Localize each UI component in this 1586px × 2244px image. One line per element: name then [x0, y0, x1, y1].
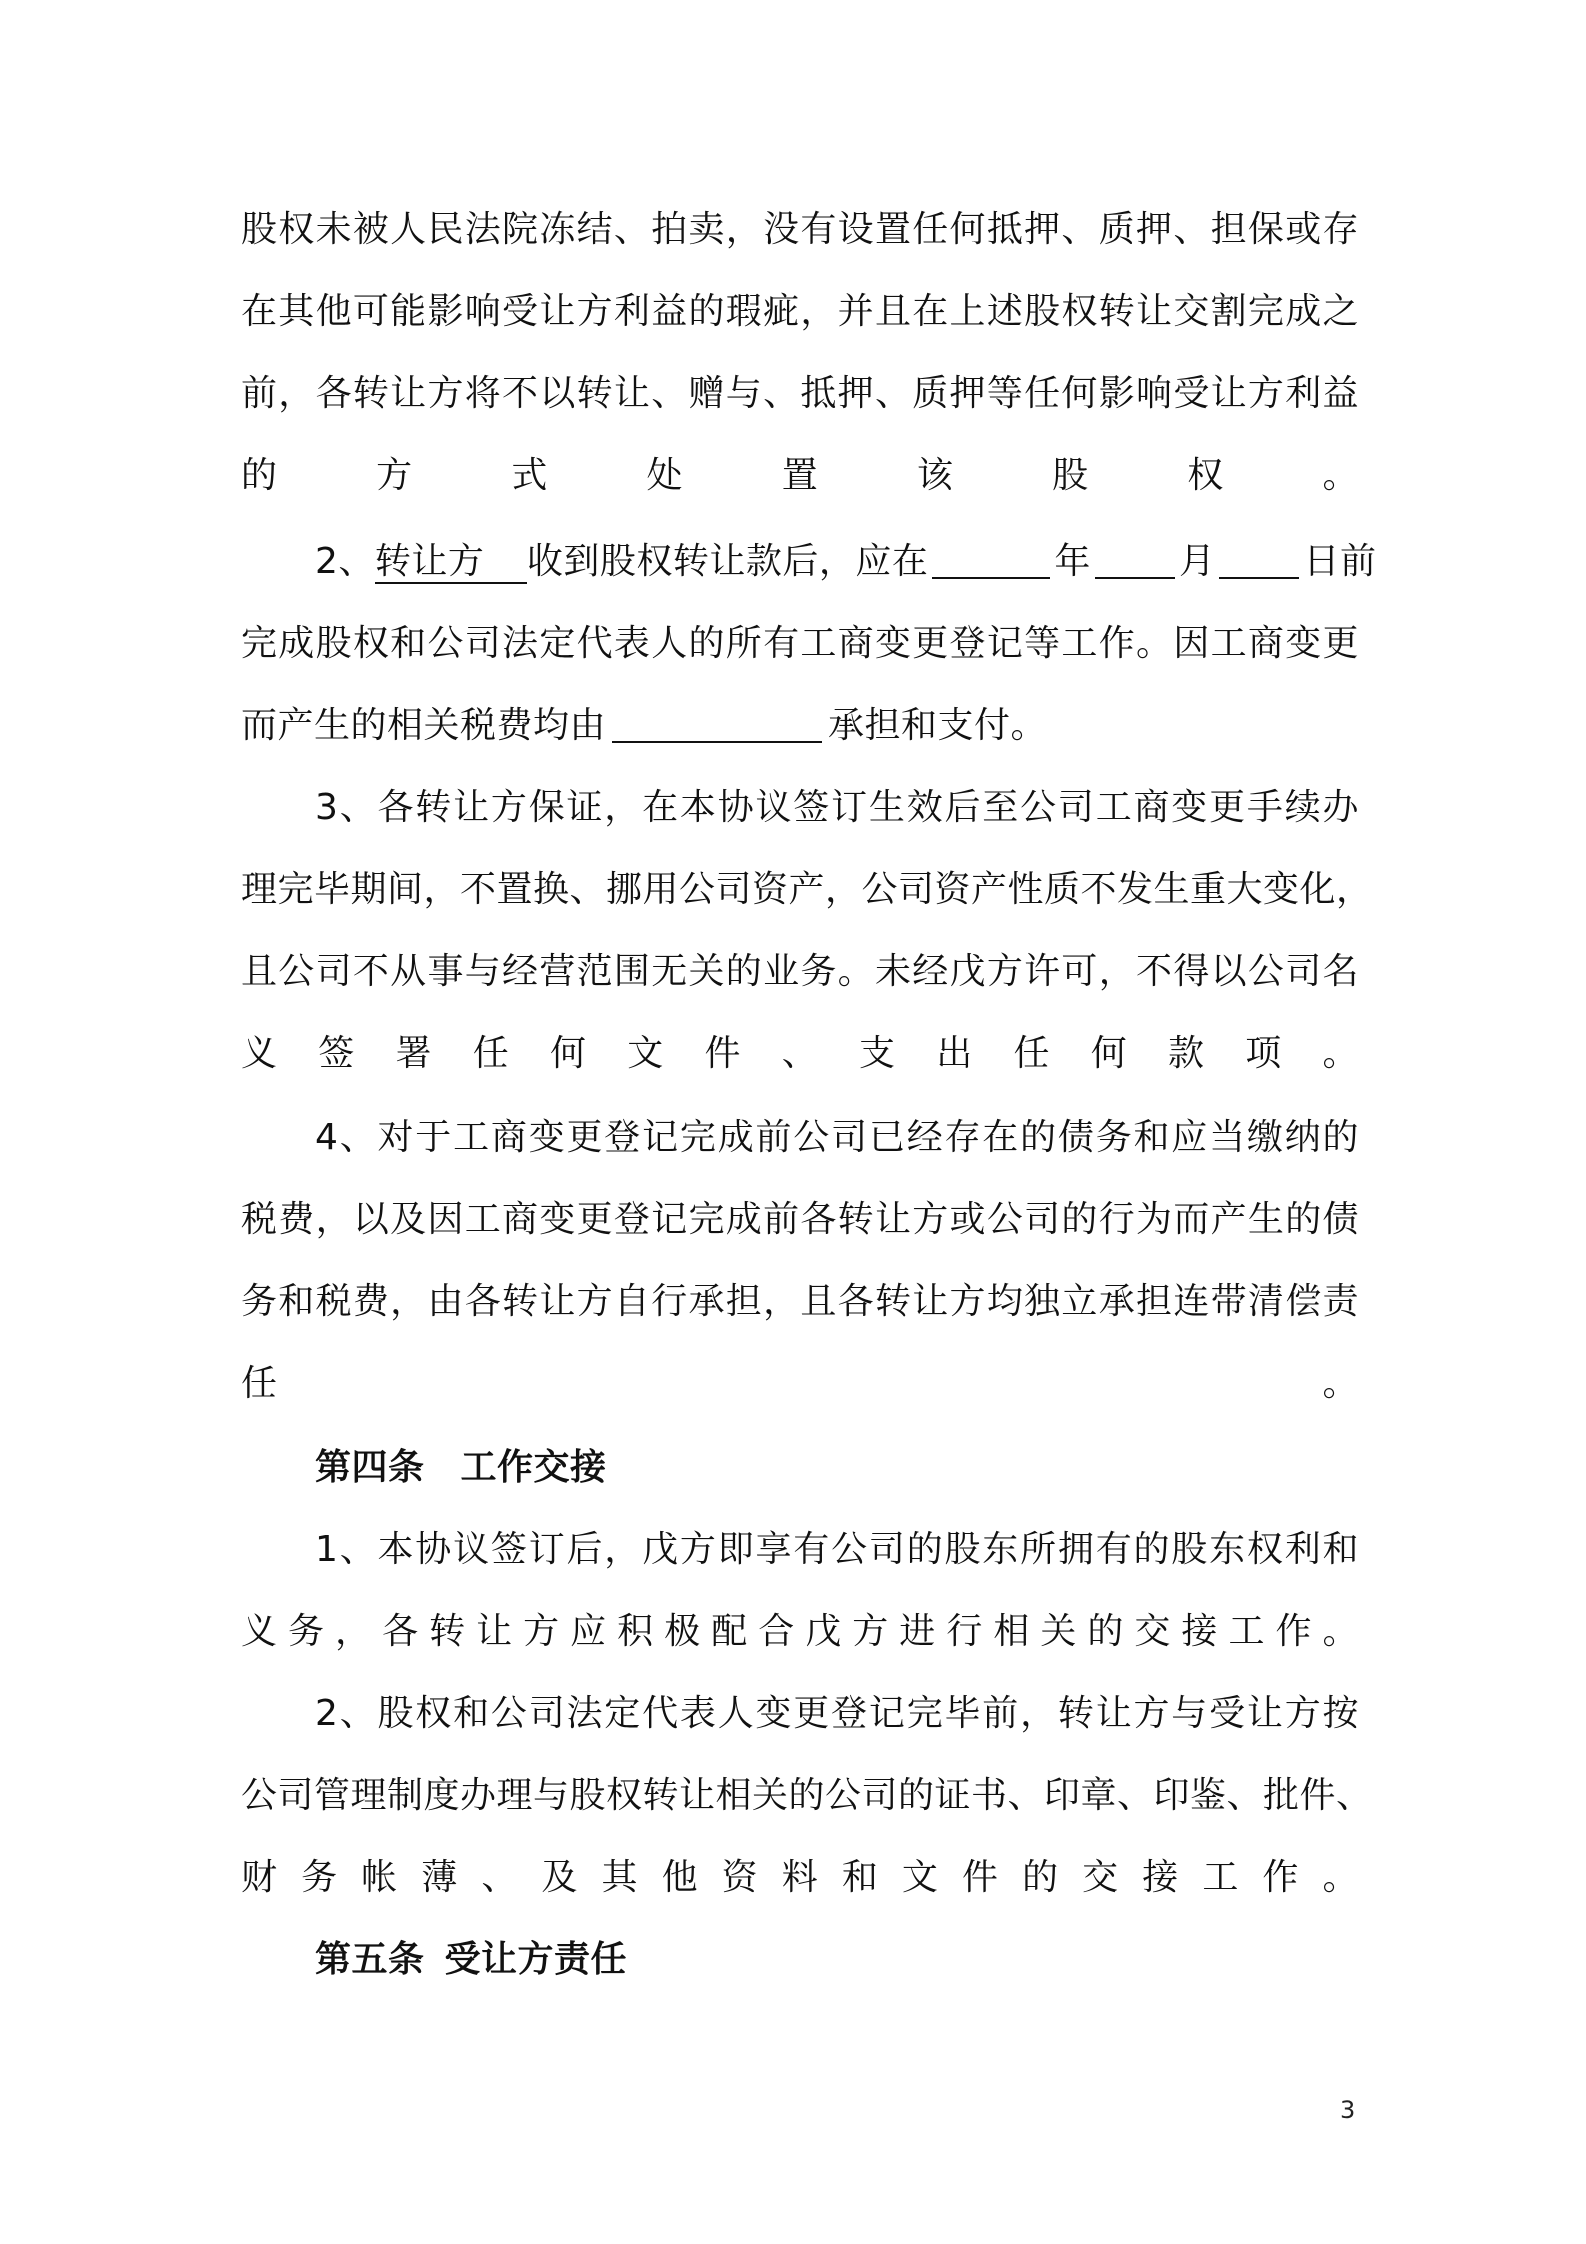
paragraph-line: 义签署任何文件、支出任何款项。 — [241, 1033, 1359, 1074]
page-number: 3 — [1340, 2096, 1356, 2124]
paragraph-line: 在其他可能影响受让方利益的瑕疵，并且在上述股权转让交割完成之 — [241, 291, 1359, 332]
paragraph-line: 2、股权和公司法定代表人变更登记完毕前，转让方与受让方按 — [315, 1693, 1359, 1734]
paragraph-2 — [241, 521, 1377, 767]
paragraph-line — [241, 685, 1359, 767]
article-4-paragraph-1 — [241, 1509, 1359, 1673]
paragraph-line: 的方式处置该股权。 — [241, 455, 1359, 496]
paragraph-line: 3、各转让方保证，在本协议签订生效后至公司工商变更手续办 — [315, 787, 1359, 828]
paragraph-4 — [241, 1097, 1359, 1425]
paragraph-line: 前，各转让方将不以转让、赠与、抵押、质押等任何影响受让方利益 — [241, 373, 1359, 414]
day-label: 日前 — [1303, 541, 1377, 582]
article-number: 第五条 — [315, 1939, 425, 1980]
paragraph-line: 财务帐薄、及其他资料和文件的交接工作。 — [241, 1857, 1359, 1898]
paragraph-1 — [241, 189, 1359, 517]
paragraph-line: 义务，各转让方应积极配合戊方进行相关的交接工作。 — [241, 1611, 1359, 1652]
article-number: 第四条 — [315, 1447, 425, 1488]
paragraph-line: 1、本协议签订后，戊方即享有公司的股东所拥有的股东权利和 — [315, 1529, 1359, 1570]
article-5-heading — [315, 1919, 627, 2001]
year-label: 年 — [1054, 541, 1091, 582]
party-text: 转让方 — [374, 541, 485, 582]
article-4-heading — [315, 1427, 607, 1509]
paragraph-line: 任。 — [241, 1363, 1359, 1404]
paragraph-line — [241, 521, 1377, 603]
paragraph-line: 4、对于工商变更登记完成前公司已经存在的债务和应当缴纳的 — [315, 1117, 1359, 1158]
paragraph-line: 税费，以及因工商变更登记完成前各转让方或公司的行为而产生的债 — [241, 1199, 1359, 1240]
article-4-paragraph-2 — [241, 1673, 1373, 1919]
paragraph-line: 完成股权和公司法定代表人的所有工商变更登记等工作。因工商变更 — [241, 623, 1359, 664]
para2-line3-after: 承担和支付。 — [828, 705, 1048, 746]
paragraph-line: 公司管理制度办理与股权转让相关的公司的证书、印章、印鉴、批件、 — [241, 1775, 1373, 1816]
paragraph-line: 股权未被人民法院冻结、拍卖，没有设置任何抵押、质押、担保或存 — [241, 209, 1359, 250]
para2-prefix: 2、 — [315, 541, 375, 582]
payer-blank — [612, 701, 822, 743]
paragraph-line: 务和税费，由各转让方自行承担，且各转让方均独立承担连带清偿责 — [241, 1281, 1359, 1322]
day-blank — [1219, 537, 1299, 579]
paragraph-3 — [241, 767, 1373, 1095]
paragraph-line: 且公司不从事与经营范围无关的业务。未经戊方许可，不得以公司名 — [241, 951, 1359, 992]
article-title: 工作交接 — [460, 1447, 607, 1488]
party-blank — [375, 542, 527, 584]
month-blank — [1095, 537, 1175, 579]
para2-after-party: 收到股权转让款后，应在 — [526, 541, 929, 582]
month-label: 月 — [1178, 541, 1216, 582]
paragraph-line: 理完毕期间，不置换、挪用公司资产，公司资产性质不发生重大变化， — [241, 869, 1373, 910]
year-blank — [932, 537, 1050, 579]
article-title: 受让方责任 — [444, 1939, 628, 1980]
para2-line3-before: 而产生的相关税费均由 — [241, 705, 607, 746]
